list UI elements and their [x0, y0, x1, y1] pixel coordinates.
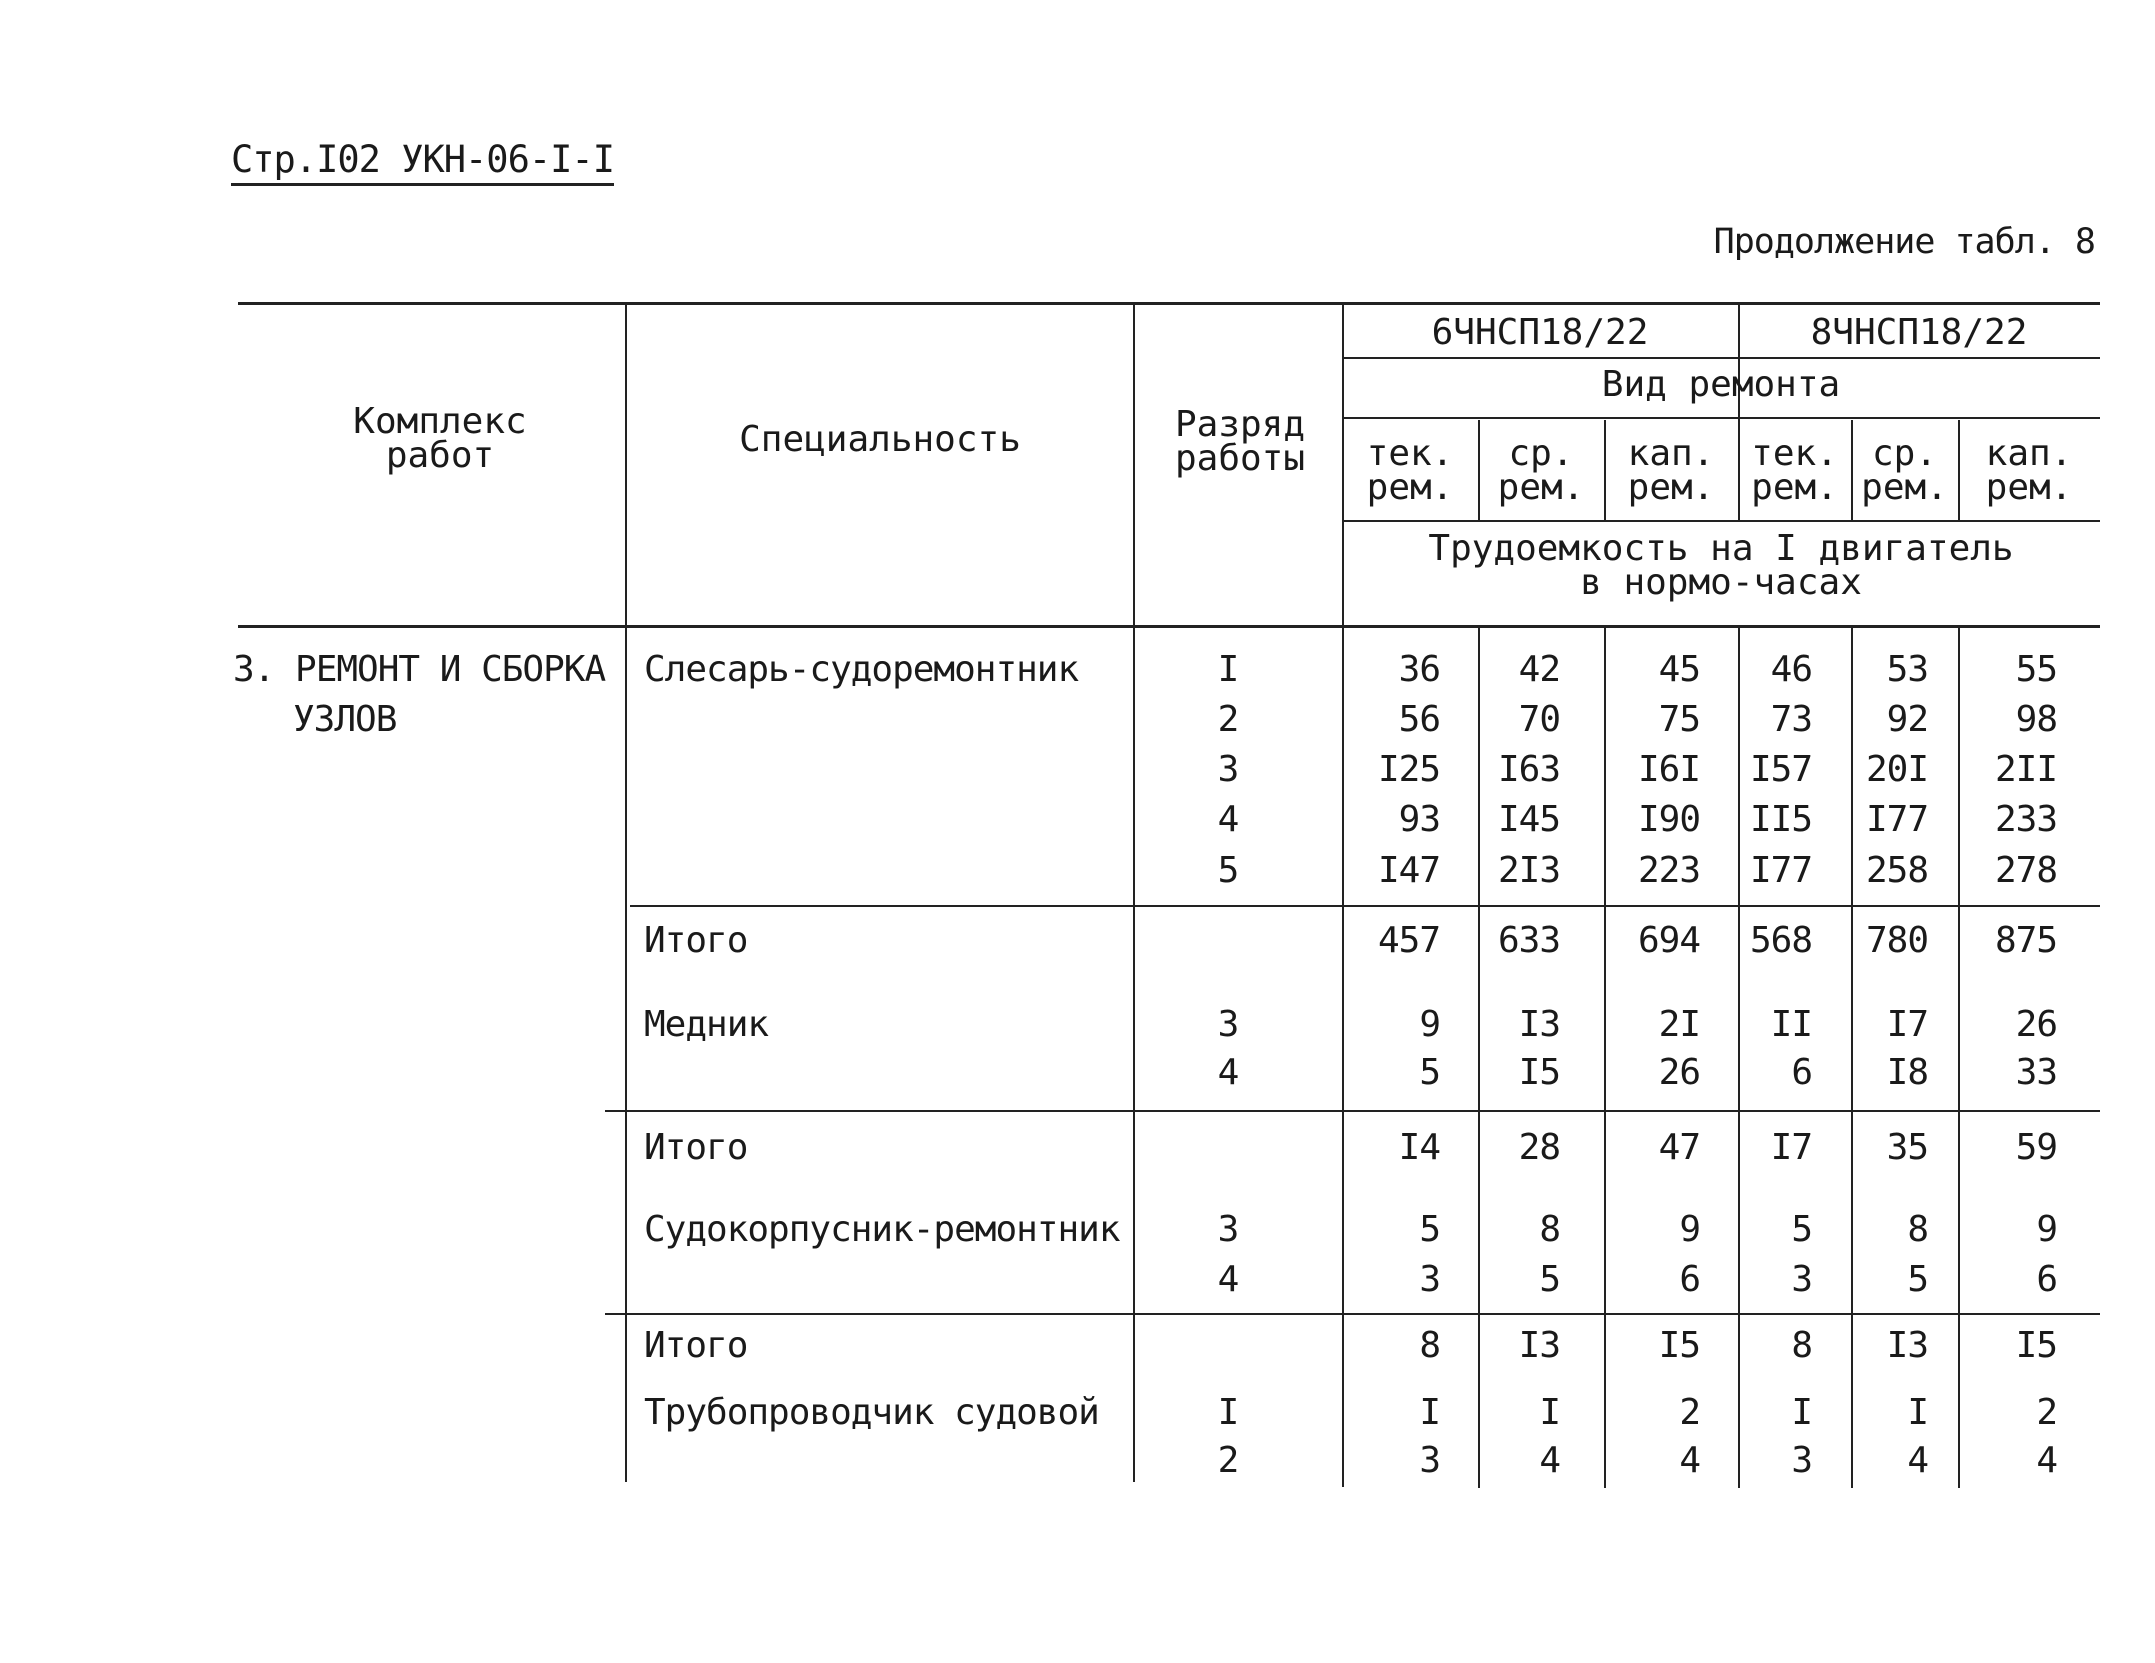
table-continuation-caption: Продолжение табл. 8 — [1713, 222, 2095, 262]
row-value-5: 92 — [1886, 699, 1928, 740]
row-value-5: 8 — [1907, 1209, 1928, 1250]
repair-col-1: тек. рем. — [1366, 433, 1454, 508]
header-bottom-rule — [238, 625, 2100, 628]
row-value-2: 5 — [1539, 1259, 1560, 1300]
row-value-4: 568 — [1749, 920, 1812, 961]
row-grade: 3 — [1217, 1004, 1239, 1045]
row-value-6: 875 — [1994, 920, 2057, 961]
row-specialty: Итого — [644, 920, 748, 961]
row-value-6: 26 — [2015, 1004, 2057, 1045]
row-value-2: I63 — [1497, 749, 1560, 790]
row-specialty: Слесарь-судоремонтник — [644, 649, 1079, 690]
row-value-2: I5 — [1518, 1052, 1560, 1093]
row-value-3: I90 — [1637, 799, 1700, 840]
repair-col-6: кап. рем. — [1985, 433, 2073, 508]
row-value-1: 457 — [1377, 920, 1440, 961]
row-value-1: 9 — [1419, 1004, 1440, 1045]
row-grade: 4 — [1217, 1259, 1239, 1300]
vline-grade — [1133, 302, 1135, 1482]
row-grade: 2 — [1217, 1440, 1239, 1481]
row-value-5: I8 — [1886, 1052, 1928, 1093]
repair-col-5: ср. рем. — [1861, 433, 1948, 508]
col-header-specialty: Специальность — [739, 419, 1021, 460]
row-value-5: I — [1907, 1392, 1928, 1433]
row-value-2: I45 — [1497, 799, 1560, 840]
row-value-3: 223 — [1637, 850, 1700, 891]
row-value-2: 28 — [1518, 1127, 1560, 1168]
repair-type-rule — [1342, 417, 2100, 419]
row-value-1: I4 — [1398, 1127, 1440, 1168]
engine-header-2: 8ЧНСП18/22 — [1810, 312, 2028, 353]
section-title: 3. РЕМОНТ И СБОРКА — [233, 649, 606, 690]
row-value-4: 6 — [1791, 1052, 1812, 1093]
row-value-4: 46 — [1770, 649, 1812, 690]
row-value-3: 2 — [1679, 1392, 1700, 1433]
vline-body-2 — [1604, 628, 1606, 1488]
col-header-complex: Комплекс работ — [353, 401, 527, 476]
row-value-3: 2I — [1658, 1004, 1700, 1045]
row-value-3: I6I — [1637, 749, 1700, 790]
row-value-4: 73 — [1770, 699, 1812, 740]
row-value-2: 2I3 — [1497, 850, 1560, 891]
row-specialty: Трубопроводчик судовой — [644, 1392, 1099, 1433]
row-value-1: 56 — [1398, 699, 1440, 740]
group-rule-3 — [605, 1313, 2100, 1315]
vline-body-4 — [1851, 628, 1853, 1488]
row-value-4: I77 — [1749, 850, 1812, 891]
row-value-4: I — [1791, 1392, 1812, 1433]
row-value-4: 3 — [1791, 1440, 1812, 1481]
row-specialty: Итого — [644, 1127, 748, 1168]
row-value-1: 3 — [1419, 1259, 1440, 1300]
section-title-cont: УЗЛОВ — [293, 699, 397, 740]
row-value-1: 5 — [1419, 1052, 1440, 1093]
row-value-3: 26 — [1658, 1052, 1700, 1093]
col-header-grade: Разряд работы — [1174, 404, 1306, 479]
vline-body-5 — [1958, 628, 1960, 1488]
row-value-6: 278 — [1994, 850, 2057, 891]
vline-body-1 — [1478, 628, 1480, 1488]
row-value-5: I7 — [1886, 1004, 1928, 1045]
row-grade: 3 — [1217, 749, 1239, 790]
row-value-4: I7 — [1770, 1127, 1812, 1168]
vline-specialty — [625, 302, 627, 1482]
row-grade: 3 — [1217, 1209, 1239, 1250]
group-rule-1 — [630, 905, 2100, 907]
row-grade: 4 — [1217, 799, 1239, 840]
row-value-6: 59 — [2015, 1127, 2057, 1168]
row-value-4: 3 — [1791, 1259, 1812, 1300]
row-value-1: I47 — [1377, 850, 1440, 891]
row-value-4: 8 — [1791, 1325, 1812, 1366]
row-value-3: 694 — [1637, 920, 1700, 961]
row-value-4: 5 — [1791, 1209, 1812, 1250]
vline-body-3 — [1738, 628, 1740, 1488]
row-value-2: 8 — [1539, 1209, 1560, 1250]
row-specialty: Судокорпусник-ремонтник — [644, 1209, 1120, 1250]
row-value-6: 2II — [1994, 749, 2057, 790]
row-value-6: 55 — [2015, 649, 2057, 690]
row-value-1: 8 — [1419, 1325, 1440, 1366]
row-value-1: 36 — [1398, 649, 1440, 690]
page-header: Стр.I02 УКН-06-I-I — [231, 138, 614, 186]
row-value-3: 9 — [1679, 1209, 1700, 1250]
row-value-2: I — [1539, 1392, 1560, 1433]
row-value-2: 70 — [1518, 699, 1560, 740]
row-value-4: II — [1770, 1004, 1812, 1045]
row-value-1: 5 — [1419, 1209, 1440, 1250]
row-grade: I — [1217, 1392, 1239, 1433]
row-value-5: I3 — [1886, 1325, 1928, 1366]
row-value-5: I77 — [1865, 799, 1928, 840]
row-value-1: I — [1419, 1392, 1440, 1433]
row-value-6: 98 — [2015, 699, 2057, 740]
row-grade: 5 — [1217, 850, 1239, 891]
row-value-6: 2 — [2036, 1392, 2057, 1433]
repair-type-header: Вид ремонта — [1601, 364, 1841, 405]
group-rule-2 — [605, 1110, 2100, 1112]
repair-cols-rule — [1342, 520, 2100, 522]
row-value-4: II5 — [1749, 799, 1812, 840]
row-value-3: 75 — [1658, 699, 1700, 740]
row-grade: I — [1217, 649, 1239, 690]
row-value-1: 3 — [1419, 1440, 1440, 1481]
row-value-6: I5 — [2015, 1325, 2057, 1366]
row-grade: 4 — [1217, 1052, 1239, 1093]
engine-rule — [1342, 357, 2100, 359]
row-grade: 2 — [1217, 699, 1239, 740]
labor-caption: Трудоемкость на I двигатель в нормо-часах — [1428, 528, 2014, 603]
row-value-6: 6 — [2036, 1259, 2057, 1300]
row-value-5: 780 — [1865, 920, 1928, 961]
row-value-3: I5 — [1658, 1325, 1700, 1366]
repair-col-3: кап. рем. — [1627, 433, 1715, 508]
row-value-2: 633 — [1497, 920, 1560, 961]
row-value-6: 33 — [2015, 1052, 2057, 1093]
row-specialty: Медник — [644, 1004, 769, 1045]
repair-col-2: ср. рем. — [1497, 433, 1585, 508]
row-value-6: 9 — [2036, 1209, 2057, 1250]
row-value-6: 4 — [2036, 1440, 2057, 1481]
row-value-5: 20I — [1865, 749, 1928, 790]
engine-header-1: 6ЧНСП18/22 — [1431, 312, 1649, 353]
row-value-3: 45 — [1658, 649, 1700, 690]
row-value-3: 47 — [1658, 1127, 1700, 1168]
repair-col-4: тек. рем. — [1751, 433, 1838, 508]
row-value-3: 4 — [1679, 1440, 1700, 1481]
row-value-3: 6 — [1679, 1259, 1700, 1300]
row-specialty: Итого — [644, 1325, 748, 1366]
row-value-1: 93 — [1398, 799, 1440, 840]
row-value-5: 5 — [1907, 1259, 1928, 1300]
row-value-5: 53 — [1886, 649, 1928, 690]
row-value-4: I57 — [1749, 749, 1812, 790]
row-value-2: I3 — [1518, 1325, 1560, 1366]
table-top-rule — [238, 302, 2100, 305]
row-value-2: I3 — [1518, 1004, 1560, 1045]
row-value-5: 4 — [1907, 1440, 1928, 1481]
row-value-1: I25 — [1377, 749, 1440, 790]
row-value-2: 4 — [1539, 1440, 1560, 1481]
row-value-5: 258 — [1865, 850, 1928, 891]
row-value-2: 42 — [1518, 649, 1560, 690]
row-value-5: 35 — [1886, 1127, 1928, 1168]
row-value-6: 233 — [1994, 799, 2057, 840]
